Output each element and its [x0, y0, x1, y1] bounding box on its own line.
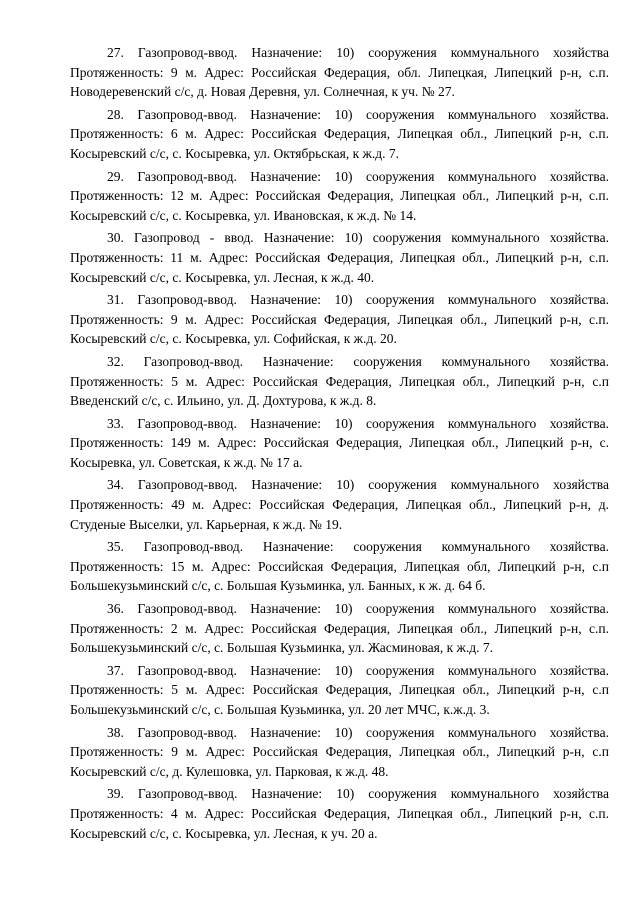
list-item: 33. Газопровод-ввод. Назначение: 10) сооружения коммунального хозяйства. Протяженность: 149 м. Адрес: Российская Федерация, Липецкая обл., Липецкий р-н, с. Косыревка, ул. Советская, к ж.д. № 17 а.: [70, 415, 609, 470]
list-item: 39. Газопровод-ввод. Назначение: 10) сооружения коммунального хозяйства Протяженность: 4 м. Адрес: Российская Федерация, Липецкая обл., Липецкий р-н, с.п. Косыревский с/с, с. Косыревка, ул. Лесная, к уч. 20 а.: [70, 786, 609, 841]
document-body: [70, 43, 609, 846]
list-item: 28. Газопровод-ввод. Назначение: 10) сооружения коммунального хозяйства. Протяженность: 6 м. Адрес: Российская Федерация, Липецкая обл., Липецкий р-н, с.п. Косыревский с/с, с. Косыревка, ул. Октябрьская, к ж.д. 7.: [70, 106, 609, 161]
list-item: 29. Газопровод-ввод. Назначение: 10) сооружения коммунального хозяйства. Протяженность: 12 м. Адрес: Российская Федерация, Липецкая обл., Липецкий р-н, с.п. Косыревский с/с, с. Косыревка, ул. Ивановская, к ж.д. № 14.: [70, 168, 609, 223]
list-item: 37. Газопровод-ввод. Назначение: 10) сооружения коммунального хозяйства. Протяженность: 5 м. Адрес: Российская Федерация, Липецкая обл., Липецкий р-н, с.п Большекузьминский с/с, с. Большая Кузьминка, ул. 20 лет МЧС, к.ж.д. 3.: [70, 662, 609, 717]
list-item: 36. Газопровод-ввод. Назначение: 10) сооружения коммунального хозяйства. Протяженность: 2 м. Адрес: Российская Федерация, Липецкая обл., Липецкий р-н, с.п. Большекузьминский с/с, с. Большая Кузьминка, ул. Жасминовая, к ж.д. 7.: [70, 601, 609, 656]
list-item: 35. Газопровод-ввод. Назначение: сооружения коммунального хозяйства. Протяженность: 15 м. Адрес: Российская Федерация, Липецкая обл, Липецкий р-н, с.п Большекузьминский с/с, с. Большая Кузьминка, ул. Банных, к ж. д. 64 б.: [70, 539, 609, 594]
list-item: 34. Газопровод-ввод. Назначение: 10) сооружения коммунального хозяйства Протяженность: 49 м. Адрес: Российская Федерация, Липецкая обл., Липецкий р-н, д. Студеные Выселки, ул. Карьерная, к ж.д. № 19.: [70, 477, 609, 532]
list-item: 31. Газопровод-ввод. Назначение: 10) сооружения коммунального хозяйства. Протяженность: 9 м. Адрес: Российская Федерация, Липецкая обл., Липецкий р-н, с.п. Косыревский с/с, с. Косыревка, ул. Софийская, к ж.д. 20.: [70, 292, 609, 347]
list-item: 27. Газопровод-ввод. Назначение: 10) сооружения коммунального хозяйства Протяженность: 9 м. Адрес: Российская Федерация, обл. Липецкая, Липецкий р-н, с.п. Новодеревенский с/с, д. Новая Деревня, ул. Солнечная, к уч. № 27.: [70, 45, 609, 100]
list-item: 32. Газопровод-ввод. Назначение: сооружения коммунального хозяйства. Протяженность: 5 м. Адрес: Российская Федерация, Липецкая обл., Липецкий р-н, с.п Введенский с/с, с. Ильино, ул. Д. Дохтурова, к ж.д. 8.: [70, 353, 609, 409]
list-item: 38. Газопровод-ввод. Назначение: 10) сооружения коммунального хозяйства. Протяженность: 9 м. Адрес: Российская Федерация, Липецкая обл., Липецкий р-н, с.п Косыревский с/с, д. Кулешовка, ул. Парковая, к ж.д. 48.: [70, 724, 609, 779]
list-item: 30. Газопровод - ввод. Назначение: 10) сооружения коммунального хозяйства. Протяженность: 11 м. Адрес: Российская Федерация, Липецкая обл., Липецкий р-н, с.п. Косыревский с/с, с. Косыревка, ул. Лесная, к ж.д. 40.: [70, 230, 609, 285]
